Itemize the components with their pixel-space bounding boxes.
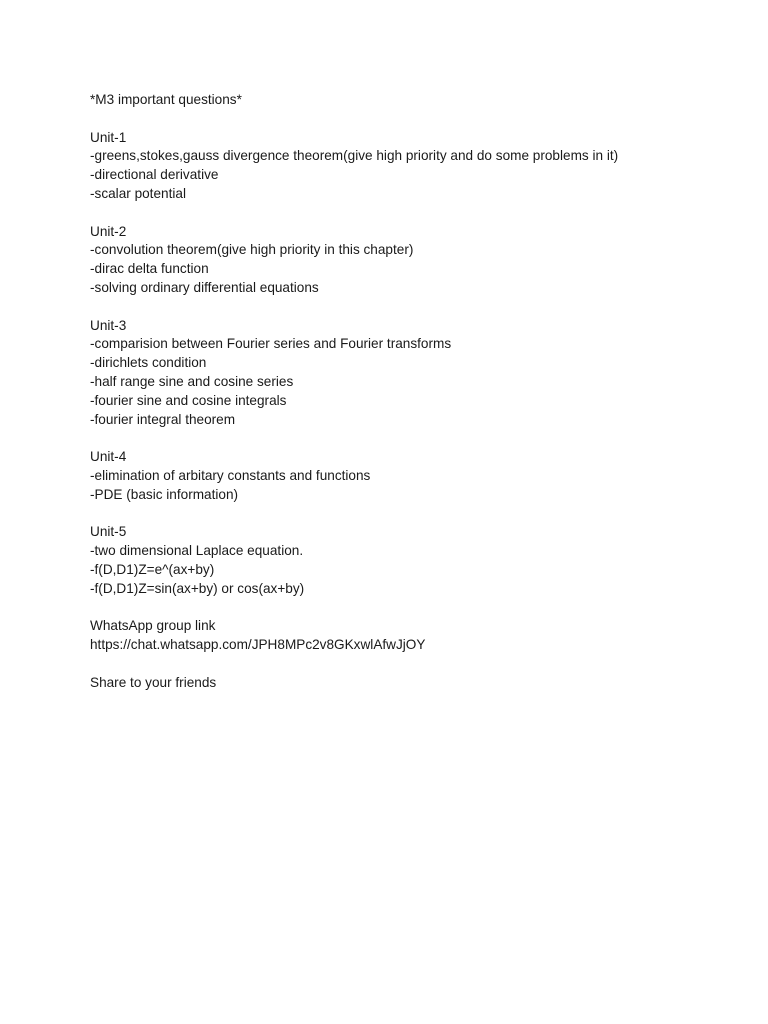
list-item: -PDE (basic information): [90, 486, 239, 502]
list-item: -fourier integral theorem: [90, 411, 236, 427]
unit-heading: Unit-2: [90, 223, 127, 239]
list-item: -directional derivative: [90, 167, 219, 183]
whatsapp-label: WhatsApp group link: [90, 618, 216, 634]
list-item: -f(D,D1)Z=e^(ax+by): [90, 561, 215, 577]
unit-2-section: [90, 223, 750, 298]
unit-heading: Unit-4: [90, 449, 127, 465]
unit-1-section: [90, 129, 750, 204]
list-item: -scalar potential: [90, 185, 186, 201]
unit-heading: Unit-1: [90, 129, 127, 145]
list-item: -dirac delta function: [90, 261, 209, 277]
whatsapp-link-line: [90, 636, 750, 655]
footer-section: [90, 674, 750, 693]
whatsapp-group-link[interactable]: https://chat.whatsapp.com/JPH8MPc2v8GKxwlAfwJjOY: [90, 637, 426, 653]
document-title: *M3 important questions*: [90, 92, 242, 107]
list-item: -half range sine and cosine series: [90, 373, 294, 389]
list-item: -convolution theorem(give high priority in this chapter): [90, 242, 414, 258]
title-section: [90, 91, 750, 110]
list-item: -greens,stokes,gauss divergence theorem(give high priority and do some problems in it): [90, 148, 619, 164]
list-item: -comparision between Fourier series and Fourier transforms: [90, 336, 452, 352]
list-item: -solving ordinary differential equations: [90, 279, 319, 295]
whatsapp-section: [90, 617, 750, 655]
unit-heading: Unit-5: [90, 524, 127, 540]
unit-5-section: [90, 523, 750, 598]
list-item: -dirichlets condition: [90, 355, 207, 371]
unit-heading: Unit-3: [90, 317, 127, 333]
share-text: Share to your friends: [90, 674, 217, 690]
unit-3-section: [90, 317, 750, 430]
unit-4-section: [90, 448, 750, 504]
list-item: -f(D,D1)Z=sin(ax+by) or cos(ax+by): [90, 580, 305, 596]
document-body: [90, 91, 750, 711]
list-item: -fourier sine and cosine integrals: [90, 392, 287, 408]
list-item: -two dimensional Laplace equation.: [90, 543, 304, 559]
list-item: -elimination of arbitary constants and functions: [90, 467, 371, 483]
